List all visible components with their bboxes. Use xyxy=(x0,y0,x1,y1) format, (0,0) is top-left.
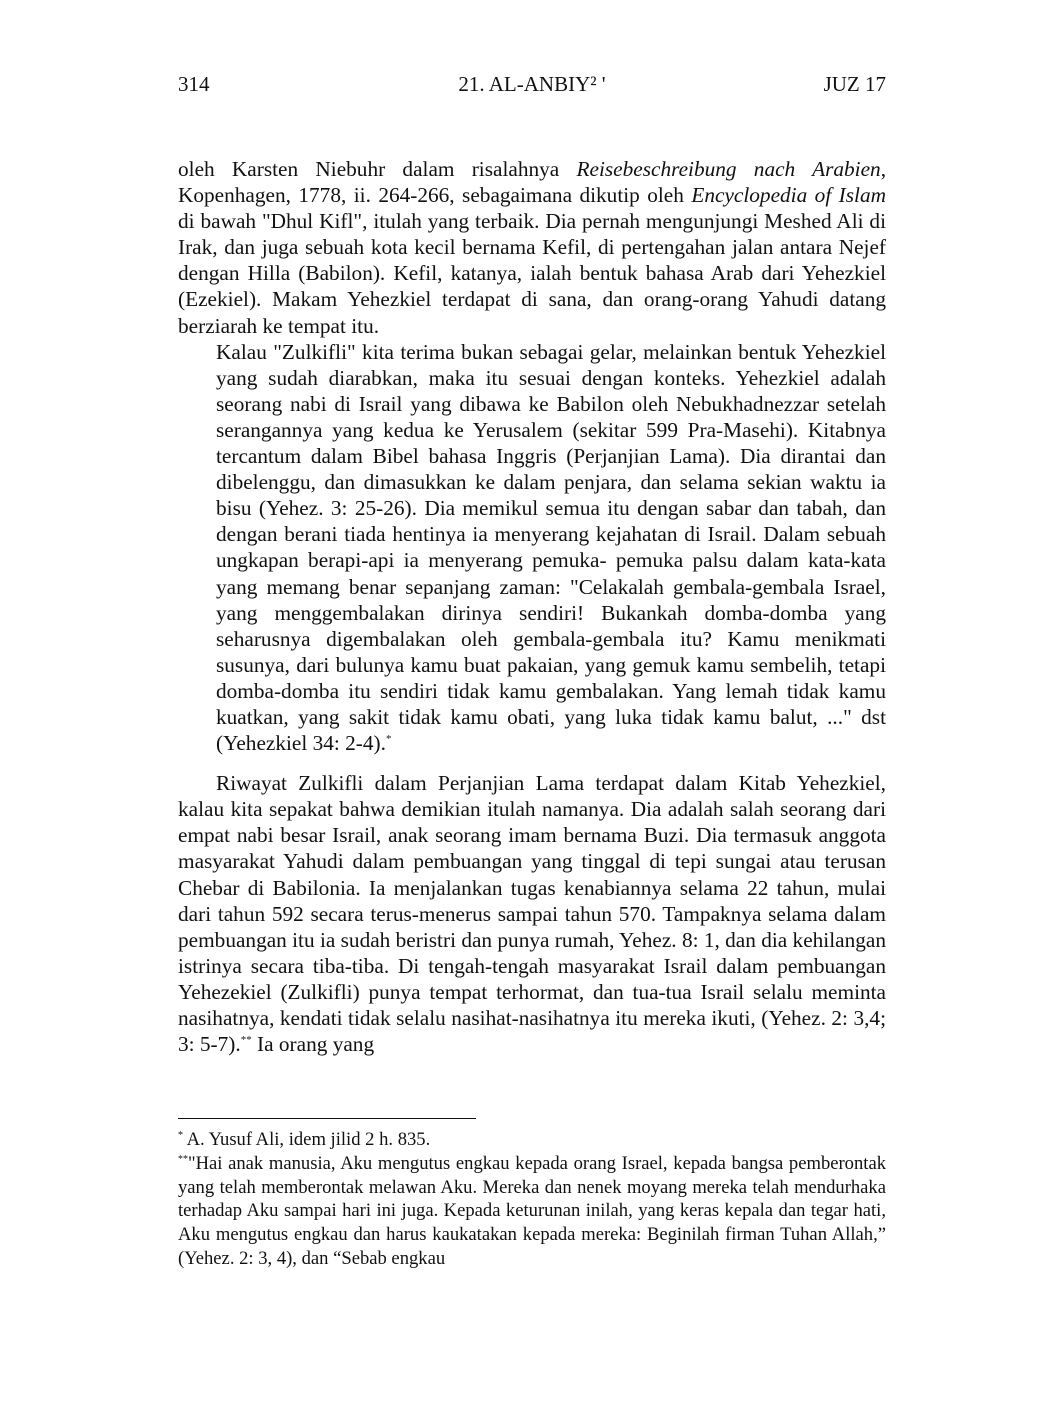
page-number: 314 xyxy=(178,72,210,96)
book-title: Reisebeschreibung nach Arabien xyxy=(576,157,881,181)
footnote-ref: * xyxy=(385,732,392,745)
paragraph-continuation xyxy=(178,156,886,339)
paragraph-indented xyxy=(178,339,886,757)
footnote-ref: ** xyxy=(240,1034,252,1046)
footnote-divider xyxy=(178,1118,476,1119)
paragraph xyxy=(178,770,886,1057)
chapter-title: 21. AL-ANBIY² ' xyxy=(458,72,606,96)
paragraph-text: , Kopenhagen, 1778, ii. 264-266, sebagaimana dikutip oleh xyxy=(178,157,887,208)
juz-label: JUZ 17 xyxy=(823,72,886,96)
page-header xyxy=(178,72,886,102)
paragraph-text: Kalau "Zulkifli" kita terima bukan sebagai gelar, melainkan bentuk Yehezkiel yang sudah diarabkan, maka itu sesuai dengan konteks. Yehezkiel adalah seorang nabi di Israil yang dibawa ke Babilon oleh Nebukhadnezzar setelah serangannya yang kedua ke Yerusalem (sekitar 599 Pra-Masehi). Kitabnya tercantum dalam Bibel bahasa Inggris (Perjanjian Lama). Dia dirantai dan dibelenggu, dan dimasukkan ke dalam penjara, dan selama sekian waktu ia bisu (Yehez. 3: 25-26). Dia memikul semua itu dengan sabar dan tabah, dan dengan berani tiada hentinya ia menyerang kejahatan di Israil. Dalam sebuah ungkapan berapi-api ia menyerang pemuka- pemuka palsu dalam kata-kata yang memang benar sepanjang zaman: "Celakalah gembala-gembala Israel, yang menggembalakan dirinya sendiri! Bukankah domba-domba yang seharusnya digembalakan oleh gembala-gembala itu? Kamu menikmati susunya, dari bulunya kamu buat pakaian, yang gemuk kamu sembelih, tetapi domba-domba itu sendiri tidak kamu gembalakan. Yang lemah tidak kamu kuatkan, yang sakit tidak kamu obati, yang luka tidak kamu balut, ..." dst (Yehezkiel 34: 2-4). xyxy=(216,339,886,756)
footnote-mark: ** xyxy=(178,1153,188,1165)
body-text xyxy=(178,156,886,1057)
paragraph-text: Ia orang yang xyxy=(251,1032,375,1057)
footnote xyxy=(178,1128,886,1152)
footnote-text: A. Yusuf Ali, idem jilid 2 h. 835. xyxy=(183,1129,431,1150)
paragraph-text: di bawah "Dhul Kifl", itulah yang terbaik. Dia pernah mengunjungi Meshed Ali di Irak, dan juga sebuah kota kecil bernama Kefil, di pertengahan jalan antara Nejef dengan Hilla (Babilon). Kefil, katanya, ialah bentuk bahasa Arab dari Yehezkiel (Ezekiel). Makam Yehezkiel terdapat di sana, dan orang-orang Yahudi datang berziarah ke tempat itu. xyxy=(178,209,886,338)
footnote-mark: * xyxy=(178,1129,183,1141)
paragraph-text: oleh Karsten Niebuhr dalam risalahnya xyxy=(178,157,577,181)
footnotes xyxy=(178,1128,886,1271)
paragraph-text: Riwayat Zulkifli dalam Perjanjian Lama terdapat dalam Kitab Yehezkiel, kalau kita sepakat bahwa demikian itulah namanya. Dia adalah salah seorang dari empat nabi besar Israil, anak seorang imam bernama Buzi. Dia termasuk anggota masyarakat Yahudi dalam pembuangan yang tinggal di tepi sungai atau terusan Chebar di Babilonia. Ia menjalankan tugas kenabiannya selama 22 tahun, mulai dari tahun 592 secara terus-menerus sampai tahun 570. Tampaknya selama dalam pembuangan itu ia sudah beristri dan punya rumah, Yehez. 8: 1, dan dia kehilangan istrinya secara tiba-tiba. Di tengah-tengah masyarakat Israil dalam pembuangan Yehezekiel (Zulkifli) punya tempat terhormat, dan tua-tua Israil selalu meminta nasihatnya, kendati tidak selalu nasihat-nasihatnya itu mereka ikuti, (Yehez. 2: 3,4; 3: 5-7). xyxy=(178,771,886,1057)
footnote xyxy=(178,1152,886,1271)
footnote-text: "Hai anak manusia, Aku mengutus engkau kepada orang Israel, kepada bangsa pemberontak yang telah memberontak melawan Aku. Mereka dan nenek moyang mereka telah mendurhaka terhadap Aku sampai hari ini juga. Kepada keturunan inilah, yang keras kepala dan tegar hati, Aku mengutus engkau dan harus kaukatakan kepada mereka: Beginilah firman Tuhan Allah,” (Yehez. 2: 3, 4), dan “Sebab engkau xyxy=(178,1152,886,1269)
book-title: Encyclopedia of Islam xyxy=(691,183,886,208)
